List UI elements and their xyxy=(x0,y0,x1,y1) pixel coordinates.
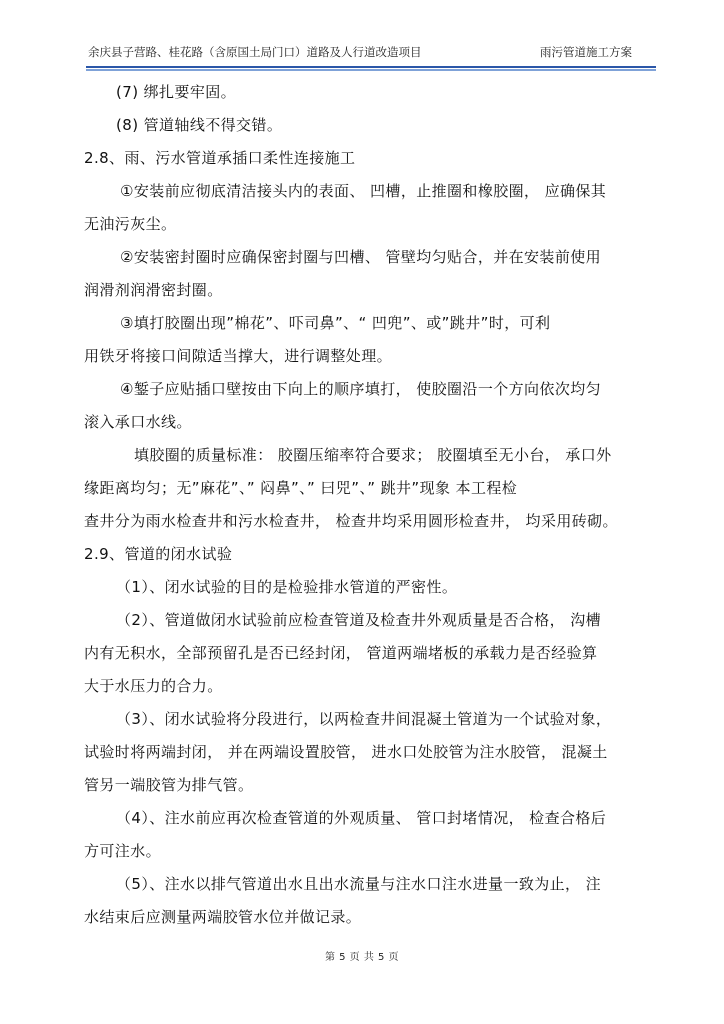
paragraph-line: 无油污灰尘。 xyxy=(84,215,177,233)
paragraph-line: 查井分为雨水检查井和污水检查井， 检查井均采用圆形检查井， 均采用砖砌。 xyxy=(84,512,618,530)
paragraph-line: 管另一端胶管为排气管。 xyxy=(84,776,254,794)
paragraph-line: 缘距离均匀；无”麻花”、” 闷鼻”、” 曰兕”、” 跳井”现象 本工程检 xyxy=(84,479,518,497)
paragraph-line: ①安装前应彻底清洁接头内的表面、 凹槽，止推圈和橡胶圈， 应确保其 xyxy=(120,182,607,200)
paragraph-line: 滚入承口水线。 xyxy=(84,413,192,431)
paragraph-line: 润滑剂润滑密封圈。 xyxy=(84,281,223,299)
paragraph-line: ②安装密封圈时应确保密封圈与凹槽、 管壁均匀贴合，并在安装前使用 xyxy=(120,248,602,266)
section-heading-2-9: 2.9、管道的闭水试验 xyxy=(84,545,233,563)
paragraph-line: ③填打胶圈出现”棉花”、吓司鼻”、“ 凹兜”、或”跳井”时，可利 xyxy=(120,314,551,332)
paragraph-line: 内有无积水，全部预留孔是否已经封闭， 管道两端堵板的承载力是否经验算 xyxy=(84,644,598,662)
page-header xyxy=(88,40,660,66)
paragraph-line: （1）、闭水试验的目的是检验排水管道的严密性。 xyxy=(116,578,458,596)
paragraph-line: （2）、管道做闭水试验前应检查管道及检查井外观质量是否合格， 沟槽 xyxy=(116,611,602,629)
paragraph-line: 方可注水。 xyxy=(84,842,162,860)
list-item-8: (8) 管道轴线不得交错。 xyxy=(116,116,283,134)
section-heading-2-8: 2.8、雨、污水管道承插口柔性连接施工 xyxy=(84,149,356,167)
list-item-7: (7) 绑扎要牢固。 xyxy=(116,83,237,101)
paragraph-line: ④錾子应贴插口壁按由下向上的顺序填打， 使胶圈沿一个方向依次均匀 xyxy=(120,380,602,398)
paragraph-line: （3）、闭水试验将分段进行，以两检查井间混凝土管道为一个试验对象， xyxy=(116,710,612,728)
paragraph-line: 水结束后应测量两端胶管水位并做记录。 xyxy=(84,908,362,926)
paragraph-line: （5）、注水以排气管道出水且出水流量与注水口注水进量一致为止， 注 xyxy=(116,875,602,893)
paragraph-line: 用铁牙将接口间隙适当撑大，进行调整处理。 xyxy=(84,347,393,365)
header-document-title: 雨污管道施工方案 xyxy=(540,45,632,59)
header-rule xyxy=(86,66,656,71)
paragraph-line: 大于水压力的合力。 xyxy=(84,677,223,695)
page-number: 第 5 页 共 5 页 xyxy=(324,952,400,963)
paragraph-line: 填胶圈的质量标准： 胶圈压缩率符合要求； 胶圈填至无小台， 承口外 xyxy=(134,446,612,464)
paragraph-line: 试验时将两端封闭， 并在两端设置胶管， 进水口处胶管为注水胶管， 混凝土 xyxy=(84,743,608,761)
paragraph-line: （4）、注水前应再次检查管道的外观质量、 管口封堵情况， 检查合格后 xyxy=(116,809,607,827)
header-project-title: 余庆县子营路、桂花路（含原国土局门口）道路及人行道改造项目 xyxy=(88,45,422,59)
